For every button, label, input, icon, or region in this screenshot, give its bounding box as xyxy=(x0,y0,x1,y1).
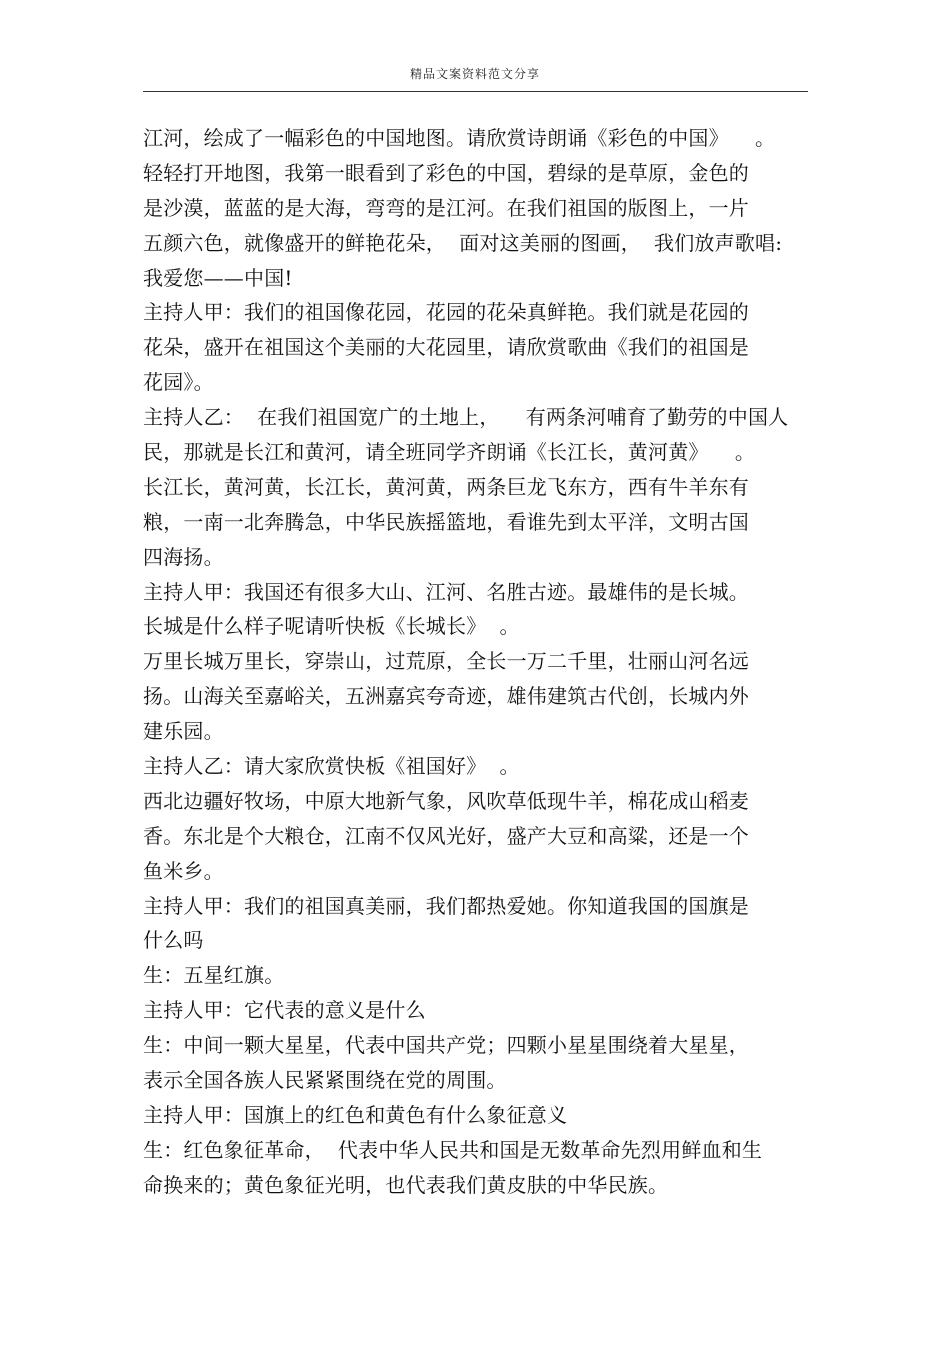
body-line: 民，那就是长江和黄河，请全班同学齐朗诵《长江长，黄河黄》 。 xyxy=(143,440,756,465)
body-line: 长江长，黄河黄，长江长，黄河黄，两条巨龙飞东方，西有牛羊东有 xyxy=(143,474,749,499)
body-line: 命换来的；黄色象征光明，也代表我们黄皮肤的中华民族。 xyxy=(143,1172,669,1197)
body-line: 西北边疆好牧场，中原大地新气象，风吹草低现牛羊，棉花成山稻麦 xyxy=(143,788,749,813)
body-line: 生：五星红旗。 xyxy=(143,963,285,988)
header-divider xyxy=(143,91,808,92)
body-line: 是沙漠，蓝蓝的是大海，弯弯的是江河。在我们祖国的版图上，一片 xyxy=(143,195,749,220)
body-line: 主持人乙： 在我们祖国宽广的土地上， 有两条河哺育了勤劳的中国人 xyxy=(143,405,789,430)
body-line: 五颜六色，就像盛开的鲜艳花朵， 面对这美丽的图画， 我们放声歌唱: xyxy=(143,230,783,255)
body-line: 建乐园。 xyxy=(143,719,224,744)
body-line: 生：红色象征革命， 代表中华人民共和国是无数革命先烈用鲜血和生 xyxy=(143,1137,763,1162)
body-line: 花朵，盛开在祖国这个美丽的大花园里，请欣赏歌曲《我们的祖国是 xyxy=(143,335,749,360)
body-line: 主持人甲：我国还有很多大山、江河、名胜古迹。最雄伟的是长城。 xyxy=(143,579,749,604)
body-line: 什么吗 xyxy=(143,928,204,953)
body-line: 我爱您——中国! xyxy=(143,265,293,290)
body-line: 鱼米乡。 xyxy=(143,858,224,883)
body-line: 主持人甲：它代表的意义是什么 xyxy=(143,998,426,1023)
body-line: 香。东北是个大粮仓，江南不仅风光好，盛产大豆和高粱，还是一个 xyxy=(143,823,749,848)
body-line: 万里长城万里长，穿崇山，过荒原，全长一万二千里，壮丽山河名远 xyxy=(143,649,749,674)
body-line: 主持人甲：我们的祖国像花园，花园的花朵真鲜艳。我们就是花园的 xyxy=(143,300,749,325)
document-body xyxy=(143,121,803,1203)
body-line: 表示全国各族人民紧紧围绕在党的周围。 xyxy=(143,1068,507,1093)
body-line: 主持人乙：请大家欣赏快板《祖国好》 。 xyxy=(143,754,520,779)
body-line: 花园》。 xyxy=(143,370,214,395)
page-header: 精品文案资料范文分享 xyxy=(409,67,540,81)
body-line: 长城是什么样子呢请听快板《长城长》 。 xyxy=(143,614,520,639)
body-line: 主持人甲：我们的祖国真美丽，我们都热爱她。你知道我国的国旗是 xyxy=(143,893,749,918)
body-line: 四海扬。 xyxy=(143,544,224,569)
body-line: 粮，一南一北奔腾急，中华民族摇篮地，看谁先到太平洋，文明古国 xyxy=(143,509,749,534)
body-line: 主持人甲：国旗上的红色和黄色有什么象征意义 xyxy=(143,1102,568,1127)
body-line: 扬。山海关至嘉峪关，五洲嘉宾夸奇迹，雄伟建筑古代创，长城内外 xyxy=(143,684,749,709)
body-line: 生：中间一颗大星星，代表中国共产党；四颗小星星围绕着大星星， xyxy=(143,1033,749,1058)
body-line: 江河，绘成了一幅彩色的中国地图。请欣赏诗朗诵《彩色的中国》 。 xyxy=(143,126,776,150)
body-line: 轻轻打开地图，我第一眼看到了彩色的中国，碧绿的是草原，金色的 xyxy=(143,160,749,185)
